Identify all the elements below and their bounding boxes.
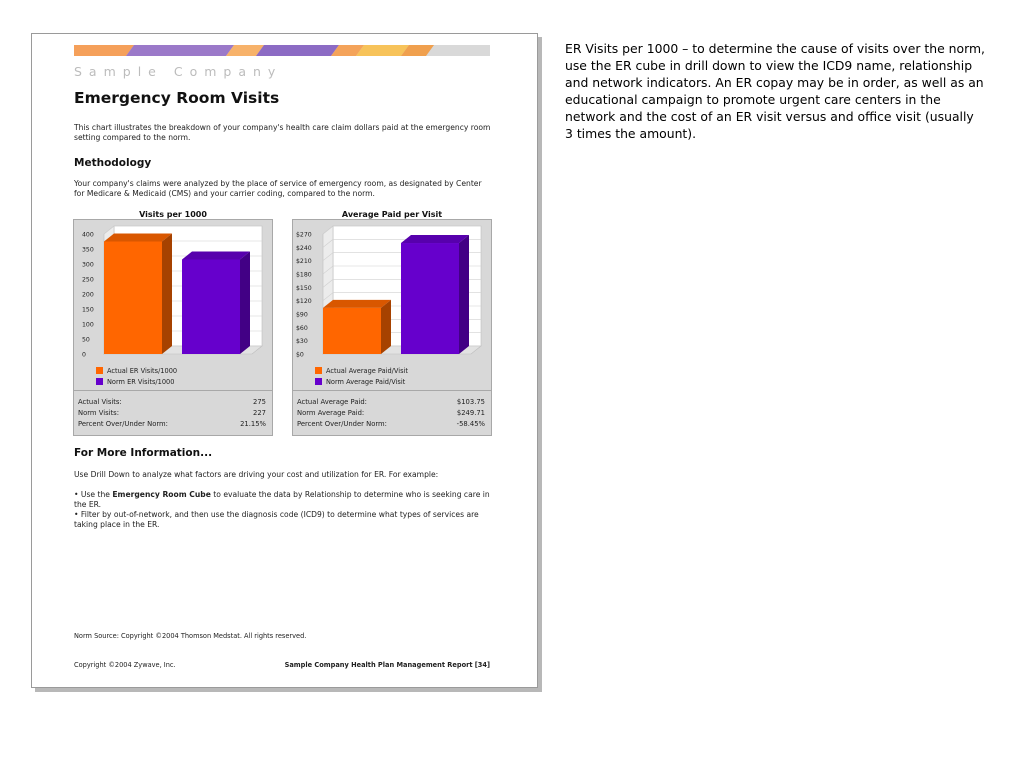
bar-side (381, 300, 391, 354)
emergency-room-cube-link-text: Emergency Room Cube (112, 490, 211, 499)
more-info-heading: For More Information... (74, 447, 213, 459)
y-tick-label: 400 (82, 231, 94, 239)
bar-front (323, 308, 381, 354)
y-tick-label: $90 (296, 311, 308, 319)
y-tick-label: 250 (82, 276, 94, 284)
copyright: Copyright ©2004 Zywave, Inc. (74, 661, 176, 669)
chart-visits-panel (73, 219, 273, 436)
chart-paid (293, 220, 491, 390)
y-tick-label: 150 (82, 306, 94, 314)
bar-front (182, 260, 240, 355)
bar-side (162, 234, 172, 355)
company-name: Sample Company (74, 64, 283, 79)
intro-text: This chart illustrates the breakdown of your company's health care claim dollars paid at the emergency room setting compared to the norm. (74, 123, 491, 142)
legend-actual-visits: Actual ER Visits/1000 (96, 367, 177, 375)
y-tick-label: $120 (296, 298, 312, 306)
y-tick-label: 50 (82, 336, 90, 344)
legend-swatch-actual (96, 367, 103, 374)
stat-row: Actual Visits: 275 (78, 398, 266, 406)
bar-top (401, 235, 469, 243)
bar-top (323, 300, 391, 308)
legend-swatch-norm (315, 378, 322, 385)
y-tick-label: $210 (296, 258, 312, 266)
chart-visits (74, 220, 272, 390)
page-title: Emergency Room Visits (74, 89, 280, 107)
stat-row: Percent Over/Under Norm: 21.15% (78, 420, 266, 428)
y-tick-label: $0 (296, 351, 304, 359)
bar-side (459, 235, 469, 354)
more-info-text: Use Drill Down to analyze what factors are driving your cost and utilization for ER. For example: (74, 470, 439, 479)
stat-row: Actual Average Paid: $103.75 (297, 398, 485, 406)
footer-report-title: Sample Company Health Plan Management Report [34] (284, 661, 490, 669)
legend-swatch-actual (315, 367, 322, 374)
side-note: ER Visits per 1000 – to determine the cause of visits over the norm, use the ER cube in drill down to view the ICD9 name, relationship and network indicators. An ER copay may be in order, as well as an educational campaign to promote urgent care centers in the network and the cost of an ER visit versus and office visit (usually 3 times the amount). (565, 41, 985, 141)
chart-visits-title: Visits per 1000 (139, 210, 207, 219)
y-tick-label: $240 (296, 244, 312, 252)
y-tick-label: $180 (296, 271, 312, 279)
y-tick-label: 300 (82, 261, 94, 269)
bar-top (182, 252, 250, 260)
y-tick-label: 200 (82, 291, 94, 299)
stats-paid (293, 390, 491, 428)
legend-norm-paid: Norm Average Paid/Visit (315, 378, 405, 386)
bar-front (401, 243, 459, 354)
chart-paid-panel (292, 219, 492, 436)
bullet-emergency-cube: • Use the Emergency Room Cube to evaluate the data by Relationship to determine who is seeking care in the ER. (74, 490, 490, 509)
stat-row: Norm Visits: 227 (78, 409, 266, 417)
y-tick-label: $30 (296, 338, 308, 346)
y-tick-label: 350 (82, 246, 94, 254)
banner-stripe (74, 45, 490, 56)
legend-actual-paid: Actual Average Paid/Visit (315, 367, 408, 375)
bullet-filter-network: • Filter by out-of-network, and then use the diagnosis code (ICD9) to determine what types of services are taking place in the ER. (74, 510, 479, 529)
methodology-text: Your company's claims were analyzed by the place of service of emergency room, as designated by Center for Medicare & Medicaid (CMS) and your carrier coding, compared to the norm. (74, 179, 482, 198)
legend-norm-visits: Norm ER Visits/1000 (96, 378, 174, 386)
bar-front (104, 242, 162, 355)
bar-side (240, 252, 250, 355)
y-tick-label: $60 (296, 324, 308, 332)
y-tick-label: 0 (82, 351, 86, 359)
chart-paid-title: Average Paid per Visit (341, 210, 443, 219)
stat-row: Norm Average Paid: $249.71 (297, 409, 485, 417)
y-tick-label: 100 (82, 321, 94, 329)
stat-row: Percent Over/Under Norm: -58.45% (297, 420, 485, 428)
y-tick-label: $270 (296, 231, 312, 239)
y-tick-label: $150 (296, 284, 312, 292)
legend-swatch-norm (96, 378, 103, 385)
bar-top (104, 234, 172, 242)
stats-visits (74, 390, 272, 428)
report-page (31, 33, 538, 688)
methodology-heading: Methodology (74, 157, 152, 169)
norm-source: Norm Source: Copyright ©2004 Thomson Medstat. All rights reserved. (74, 632, 307, 640)
